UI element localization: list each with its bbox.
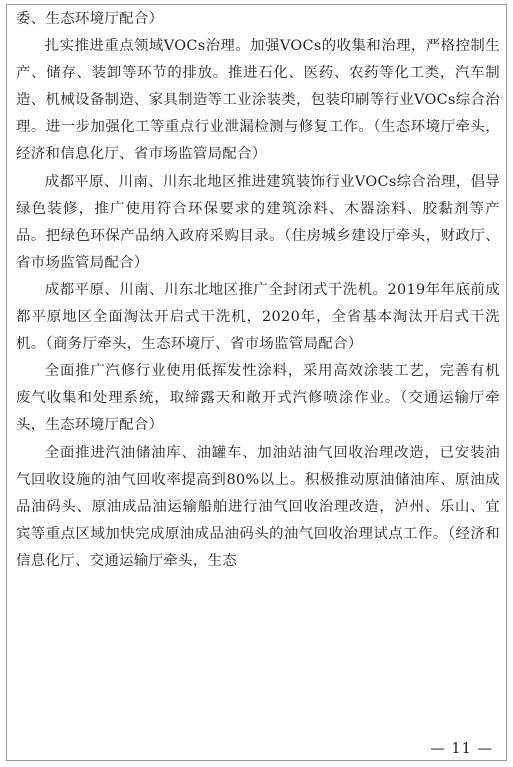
page-number: — 11 — xyxy=(430,741,493,757)
paragraph-auto-repair: 全面推广汽修行业使用低挥发性涂料，采用高效涂装工艺，完善有机废气收集和处理系统，取缔露天和敞开式汽修喷涂作业。（交通运输厅牵头，生态环境厅配合） xyxy=(16,363,500,434)
paragraph-continuation: 委、生态环境厅配合） xyxy=(16,11,164,27)
paragraph-vocs-key-areas: 扎实推进重点领域VOCs治理。加强VOCs的收集和治理，严格控制生产、储存、装卸等环节的排放。推进石化、医药、农药等化工类，汽车制造、机械设备制造、家具制造等工业涂装类，包装印刷等行业VOCs综合治理。进一步加强化工等重点行业泄漏检测与修复工作。（生态环境厅牵头，经济和信息化厅、省市场监管局配合） xyxy=(16,38,500,163)
paragraph-oil-gas-recovery: 全面推进汽油储油库、油罐车、加油站油气回收治理改造，已安装油气回收设施的油气回收率提高到80%以上。积极推动原油储油库、原油成品油码头、原油成品油运输船舶进行油气回收治理改造，泸州、乐山、宜宾等重点区域加快完成原油成品油码头的油气回收治理试点工作。（经济和信息化厅、交通运输厅牵头，生态 xyxy=(16,444,500,569)
paragraph-dry-cleaning: 成都平原、川南、川东北地区推广全封闭式干洗机。2019年年底前成都平原地区全面淘汰开启式干洗机，2020年，全省基本淘汰开启式干洗机。（商务厅牵头，生态环境厅、省市场监管局配合） xyxy=(16,281,500,353)
paragraph-building-decoration: 成都平原、川南、川东北地区推进建筑装饰行业VOCs综合治理，倡导绿色装修，推广使用符合环保要求的建筑涂料、木器涂料、胶黏剂等产品。把绿色环保产品纳入政府采购目录。（住房城乡建设厅牵头，财政厅、省市场监管局配合） xyxy=(16,173,500,271)
document-body xyxy=(16,6,500,736)
